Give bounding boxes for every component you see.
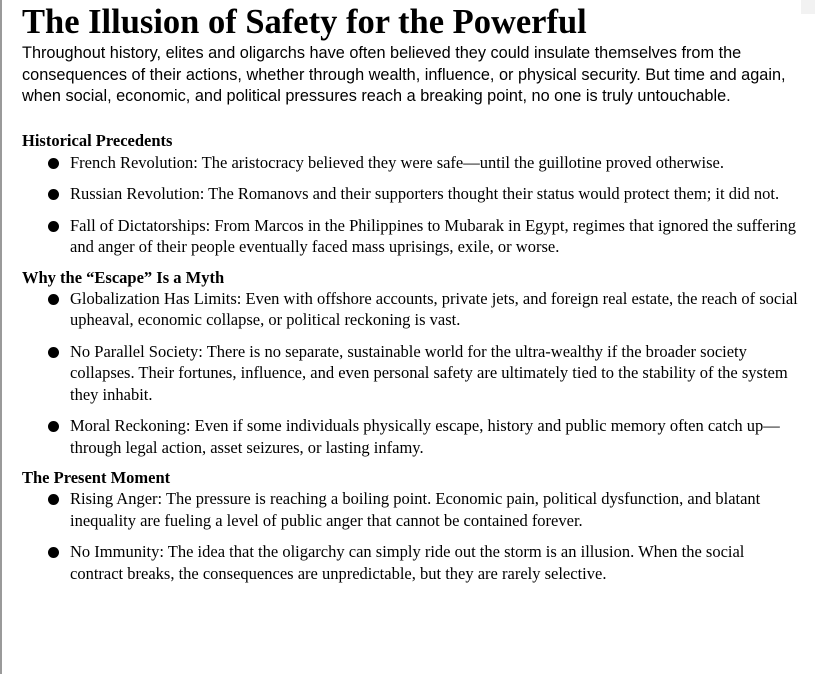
list-item: [22, 341, 800, 406]
bullet-icon: [48, 221, 59, 232]
list-item-text: No Immunity: The idea that the oligarchy can simply ride out the storm is an illusion. When the social contract breaks, the consequences are unpredictable, but they are rarely selective.: [70, 542, 745, 583]
list-item: [22, 183, 800, 205]
bullet-icon: [48, 347, 59, 358]
list-item-text: No Parallel Society: There is no separate, sustainable world for the ultra-wealthy if the broader society collapses. Their fortunes, influence, and even personal safety are ultimately tied to the stability of the system they inhabit.: [70, 341, 788, 404]
list-item-text: Fall of Dictatorships: From Marcos in the Philippines to Mubarak in Egypt, regimes that ignored the suffering and anger of their people eventually faced mass uprisings, exile, or worse.: [70, 215, 797, 256]
bullet-list: [22, 152, 802, 258]
document-page: [22, 0, 802, 584]
list-item-text: Globalization Has Limits: Even with offshore accounts, private jets, and foreign real estate, the reach of social upheaval, economic collapse, or political reckoning is vast.: [70, 288, 798, 329]
section-present-moment: [22, 468, 802, 584]
list-item: [22, 541, 800, 584]
list-item-text: French Revolution: The aristocracy believed they were safe—until the guillotine proved otherwise.: [70, 152, 724, 172]
corner-shade: [801, 0, 815, 14]
section-historical-precedents: [22, 131, 802, 258]
list-item: [22, 152, 800, 174]
section-heading: The Present Moment: [22, 468, 171, 487]
list-item-text: Russian Revolution: The Romanovs and their supporters thought their status would protect them; it did not.: [70, 184, 780, 203]
bullet-icon: [48, 421, 59, 432]
bullet-icon: [48, 494, 59, 505]
bullet-list: [22, 488, 802, 584]
intro-paragraph: Throughout history, elites and oligarchs have often believed they could insulate themselves from the consequences of their actions, whether through wealth, influence, or physical security. But time and again, when social, economic, and political pressures reach a breaking point, no one is truly untouchable.: [22, 44, 786, 105]
document-title: The Illusion of Safety for the Powerful: [22, 3, 587, 41]
bullet-list: [22, 288, 802, 459]
list-item-text: Rising Anger: The pressure is reaching a boiling point. Economic pain, political dysfunction, and blatant inequality are fueling a level of public anger that cannot be contained forever.: [70, 489, 761, 530]
list-item: [22, 488, 800, 531]
bullet-icon: [48, 294, 59, 305]
list-item: [22, 288, 800, 331]
bullet-icon: [48, 547, 59, 558]
page-left-border: [0, 0, 2, 674]
bullet-icon: [48, 158, 59, 169]
bullet-icon: [48, 189, 59, 200]
list-item: [22, 415, 800, 458]
section-heading: Why the “Escape” Is a Myth: [22, 267, 225, 287]
list-item: [22, 215, 800, 258]
section-heading: Historical Precedents: [22, 130, 173, 150]
section-escape-myth: [22, 268, 802, 459]
list-item-text: Moral Reckoning: Even if some individuals physically escape, history and public memory often catch up—through legal action, asset seizures, or lasting infamy.: [70, 416, 780, 457]
